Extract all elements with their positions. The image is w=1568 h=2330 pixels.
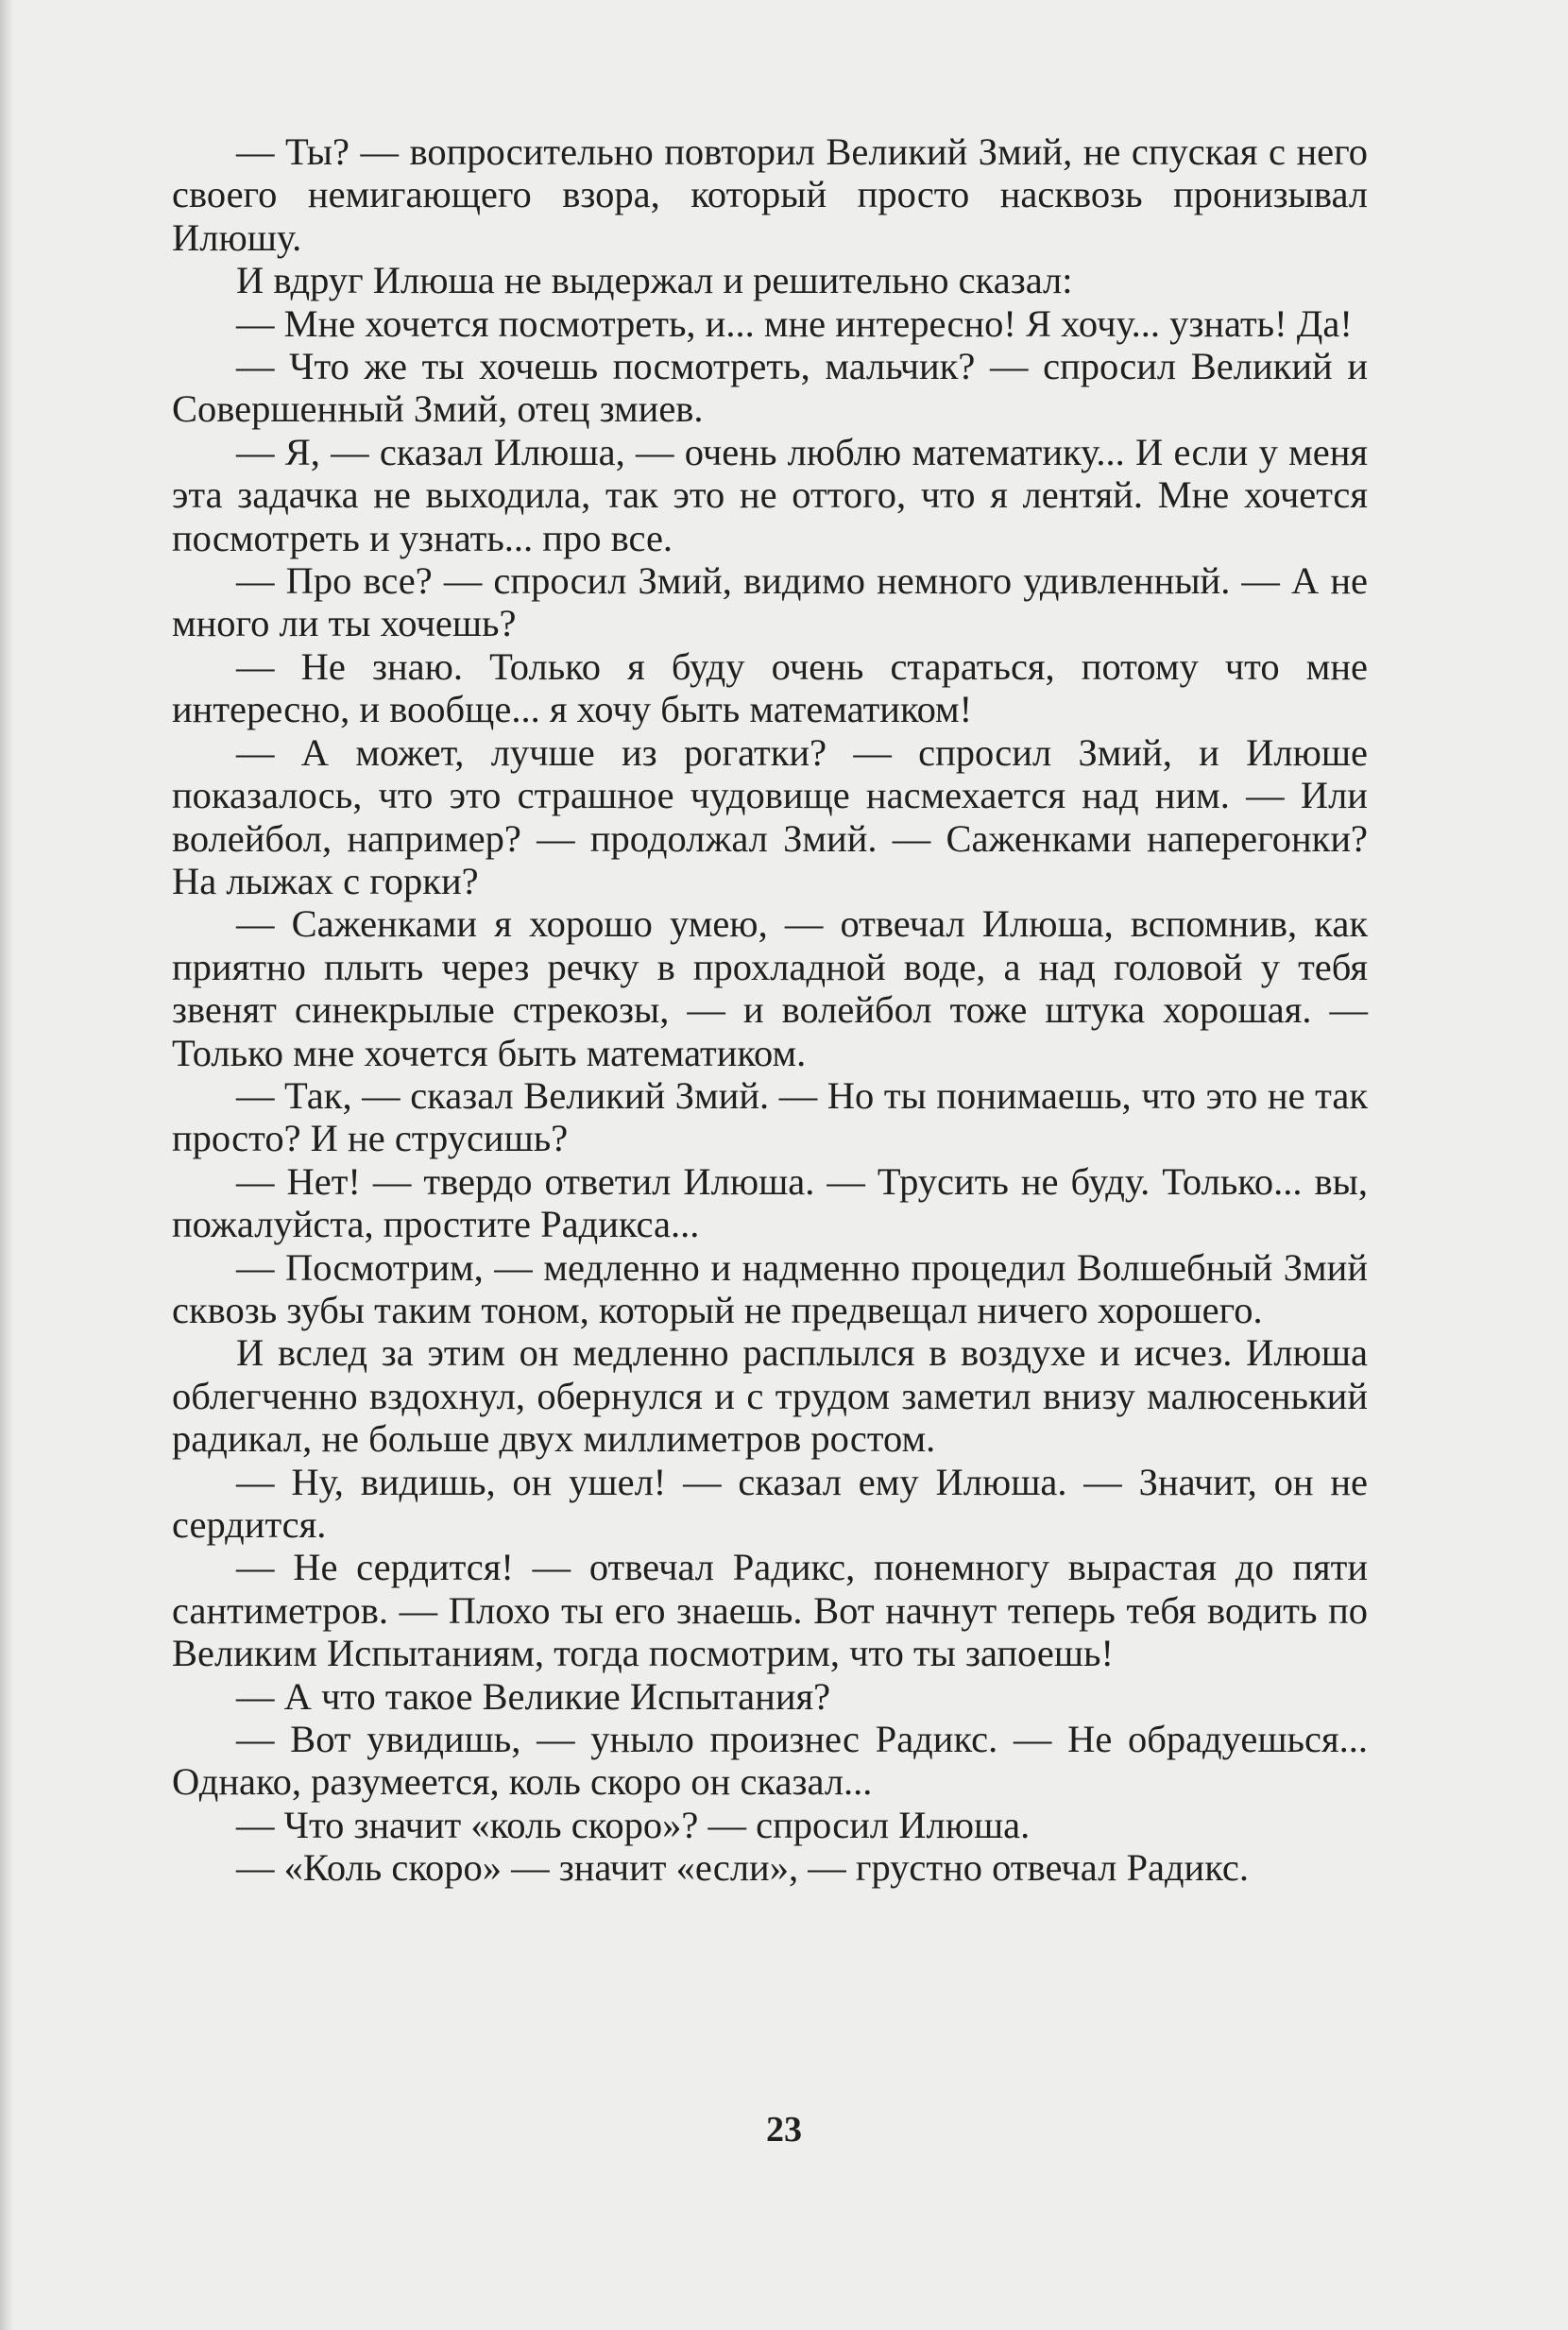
paragraph: — Про все? — спросил Змий, видимо немного удивленный. — А не много ли ты хочешь? <box>172 559 1368 645</box>
paragraph: — Вот увидишь, — уныло произнес Радикс. — Не обрадуешься... Однако, разумеется, коль скоро он сказал... <box>172 1718 1368 1804</box>
paragraph: — Я, — сказал Илюша, — очень люблю математику... И если у меня эта задачка не выходила, так это не оттого, что я лентяй. Мне хочется посмотреть и узнать... про все. <box>172 430 1368 559</box>
paragraph: — Ну, видишь, он ушел! — сказал ему Илюша. — Значит, он не сердится. <box>172 1460 1368 1546</box>
page-number: 23 <box>766 2110 802 2150</box>
body-text <box>172 130 1368 1890</box>
paragraph: — Что же ты хочешь посмотреть, мальчик? — спросил Великий и Совершенный Змий, отец змиев. <box>172 345 1368 431</box>
paragraph: И вдруг Илюша не выдержал и решительно сказал: <box>236 259 1073 302</box>
paragraph: — Не сердится! — отвечал Радикс, понемногу вырастая до пяти сантиметров. — Плохо ты его знаешь. Вот начнут теперь тебя водить по Великим Испытаниям, тогда посмотрим, что ты запоешь! <box>172 1546 1368 1675</box>
paragraph: — Посмотрим, — медленно и надменно процедил Волшебный Змий сквозь зубы таким тоном, который не предвещал ничего хорошего. <box>172 1245 1368 1331</box>
paragraph: — Ты? — вопросительно повторил Великий Змий, не спуская с него своего немигающего взора, который просто насквозь пронизывал Илюшу. <box>172 130 1368 259</box>
paragraph: И вслед за этим он медленно расплылся в воздухе и исчез. Илюша облегченно вздохнул, обернулся и с трудом заметил внизу малюсенький радикал, не больше двух миллиметров ростом. <box>172 1331 1368 1461</box>
paragraph: — Нет! — твердо ответил Илюша. — Трусить не буду. Только... вы, пожалуйста, простите Радикса... <box>172 1159 1368 1246</box>
paragraph: — А может, лучше из рогатки? — спросил Змий, и Илюше показалось, что это страшное чудовище насмехается над ним. — Или волейбол, например? — продолжал Змий. — Саженками наперегонки? На лыжах с горки? <box>172 730 1368 902</box>
paragraph: — Саженками я хорошо умею, — отвечал Илюша, вспомнив, как приятно плыть через речку в прохладной воде, а над головой у тебя звенят синекрылые стрекозы, — и волейбол тоже штука хорошая. — Только мне хочется быть математиком. <box>172 902 1368 1074</box>
paragraph: — Не знаю. Только я буду очень стараться, потому что мне интересно, и вообще... я хочу быть математиком! <box>172 644 1368 731</box>
paragraph: — «Коль скоро» — значит «если», — грустно отвечал Радикс. <box>236 1846 1250 1890</box>
paragraph: — Что значит «коль скоро»? — спросил Илюша. <box>236 1803 1031 1846</box>
page-edge-shadow <box>0 0 13 2330</box>
paragraph: — Так, — сказал Великий Змий. — Но ты понимаешь, что это не так просто? И не струсишь? <box>172 1073 1368 1160</box>
paragraph: — А что такое Великие Испытания? <box>236 1674 831 1718</box>
paragraph: — Мне хочется посмотреть, и... мне интересно! Я хочу... узнать! Да! <box>236 301 1353 345</box>
